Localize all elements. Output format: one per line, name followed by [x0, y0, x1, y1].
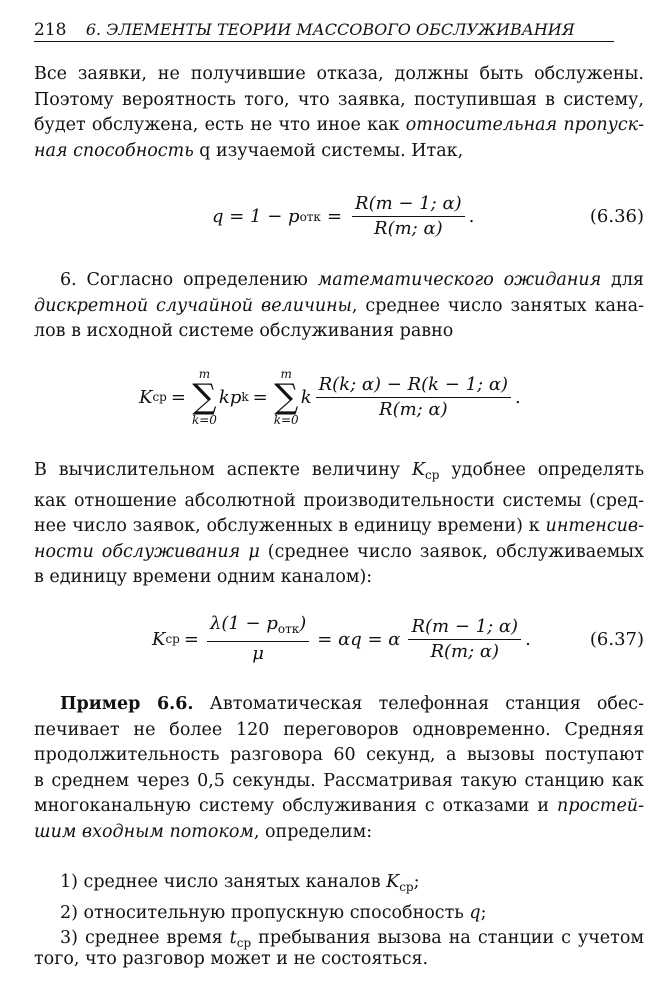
- text-line: многоканальную систему обслуживания с отказами и простей-: [34, 796, 644, 816]
- term-emphasis: шим входным потоком: [34, 821, 254, 842]
- text-line: Все заявки, не получившие отказа, должны быть обслужены.: [34, 64, 644, 84]
- eq-lhs-sub: отк: [299, 209, 321, 224]
- text-line: Пример 6.6. Автоматическая телефонная станция обес-: [60, 694, 645, 714]
- eq-lhs-sub: ср: [152, 390, 167, 404]
- paragraph-2: [34, 268, 644, 294]
- text-line: Поэтому вероятность того, что заявка, поступившая в систему,: [34, 89, 644, 110]
- term-emphasis: ная способность: [34, 140, 194, 161]
- term-emphasis: простей-: [557, 796, 644, 816]
- text-line: ности обслуживания μ (среднее число заявок, обслуживаемых: [34, 541, 644, 562]
- list-item-cont: [34, 947, 644, 973]
- text-line: В вычислительном аспекте величину $K_{ср}$ удобнее определять: [34, 460, 645, 482]
- eq-sign: =: [326, 206, 343, 227]
- denominator: μ: [252, 643, 264, 664]
- text-line: нее число заявок, обслуженных в единицу времени) к интенсив-: [34, 516, 644, 536]
- example-body: [34, 718, 644, 846]
- fraction: [408, 615, 521, 664]
- numerator: R(k; α) − R(k − 1; α): [318, 373, 509, 395]
- list-item: 3) среднее время $t_{ср}$ пребывания вызова на станции с учетом: [60, 928, 644, 950]
- term-emphasis: ности обслуживания μ: [34, 541, 260, 562]
- items-list: [34, 870, 644, 957]
- text-line: дискретной случайной величины, среднее число занятых кана-: [34, 295, 644, 316]
- term-emphasis: интенсив-: [545, 516, 644, 536]
- fraction: [352, 192, 465, 241]
- equation-k-sum: K ср = m ∑ k=0 kp k = m ∑ k=0 k $\frac{R(k; \alpha) - R(k - 1; \alpha)}{R(m; \alpha)}$ .: [139, 367, 521, 427]
- text-line: будет обслужена, есть не что иное как относительная пропуск-: [34, 115, 644, 135]
- equation-6-36: q = 1 − p отк = $\frac{R(m - 1; \alpha)}{R(m; \alpha)}$ . (6.36): [212, 193, 644, 239]
- denominator: R(m; α): [379, 398, 448, 420]
- term-emphasis: дискретной случайной величины: [34, 295, 352, 316]
- term-emphasis: относительная пропуск-: [405, 115, 644, 135]
- eq-lhs: K: [139, 386, 153, 408]
- fraction: [316, 373, 511, 422]
- sum-operator: m ∑ k=0: [273, 367, 299, 427]
- page-number: 218: [34, 20, 67, 40]
- text-line: как отношение абсолютной производительности системы (сред-: [34, 490, 644, 511]
- example-label: Пример 6.6.: [60, 694, 194, 714]
- text-line: лов в исходной системе обслуживания равно: [34, 321, 454, 341]
- equation-number: (6.37): [589, 629, 644, 650]
- text-line: в среднем через 0,5 секунды. Рассматривая такую станцию как: [34, 770, 644, 791]
- fraction: [207, 612, 309, 666]
- text-line: шим входным потоком, определим:: [34, 821, 373, 842]
- term-emphasis: математического ожидания: [317, 270, 602, 290]
- paragraph-2-cont: [34, 294, 644, 345]
- equation-number: (6.36): [589, 206, 644, 227]
- text-line: того, что разговор может и не состояться.: [34, 948, 429, 969]
- denominator: R(m; α): [374, 218, 443, 239]
- text-line: в единицу времени одним каналом):: [34, 567, 373, 587]
- numerator: $\lambda(1 - p_{отк})$: [209, 613, 307, 636]
- numerator: R(m − 1; α): [411, 615, 519, 637]
- text-line: 6. Согласно определению математического ожидания для: [60, 270, 644, 290]
- paragraph-3: [34, 458, 644, 591]
- paragraph-1: [34, 62, 644, 164]
- sum-operator: m ∑ k=0: [191, 367, 217, 427]
- list-item: 1) среднее число занятых каналов $K_{ср}$;: [60, 872, 420, 894]
- chapter-title: 6. ЭЛЕМЕНТЫ ТЕОРИИ МАССОВОГО ОБСЛУЖИВАНИЯ: [85, 20, 575, 39]
- text-line: ная способность q изучаемой системы. Итак,: [34, 140, 464, 161]
- equation-6-37: K ср = $\frac{\lambda(1 - p_{отк})}{\mu}$ = αq = α $\frac{R(m - 1; \alpha)}{R(m; \alpha)}$ . (6.37): [152, 613, 644, 664]
- running-head: [34, 20, 614, 42]
- example-heading-line: [34, 692, 644, 718]
- list-item: 2) относительную пропускную способность q;: [60, 902, 487, 923]
- text-line: продолжительность разговора 60 секунд, а вызовы поступают: [34, 745, 644, 765]
- text-line: печивает не более 120 переговоров одновременно. Средняя: [34, 719, 644, 740]
- eq-lhs: q = 1 − p: [212, 206, 300, 227]
- denominator: R(m; α): [430, 640, 500, 662]
- numerator: R(m − 1; α): [355, 193, 462, 214]
